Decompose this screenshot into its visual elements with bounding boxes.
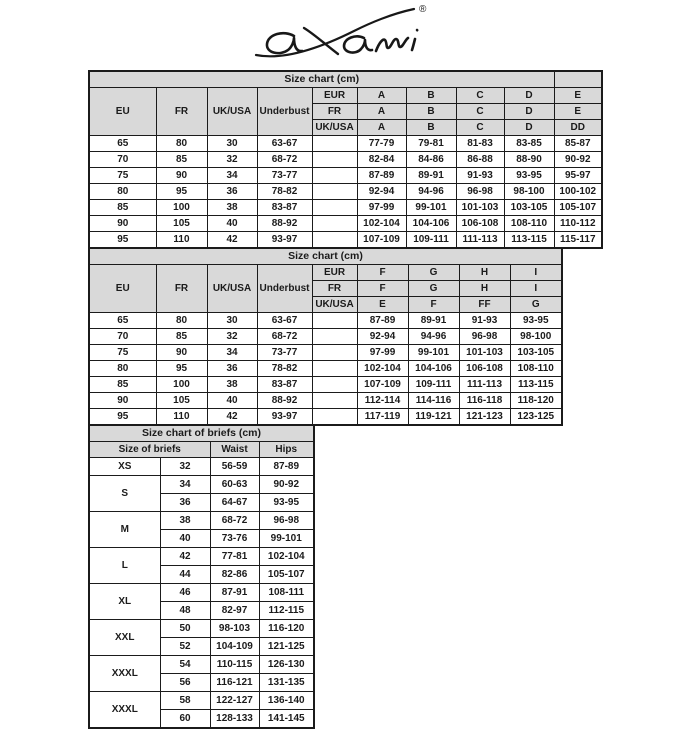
underbust-range-cell: 63-67 xyxy=(257,313,312,329)
fr-size-cell: 100 xyxy=(156,200,207,216)
bust-range-cell: 117-119 xyxy=(357,409,408,426)
waist-range-cell: 73-76 xyxy=(210,530,259,548)
table-row xyxy=(89,345,562,361)
bust-range-cell: 103-105 xyxy=(510,345,562,361)
table-title: Size chart of briefs (cm) xyxy=(89,425,314,442)
bust-range-cell: 97-99 xyxy=(357,345,408,361)
briefs-size-number-cell: 56 xyxy=(160,674,210,692)
bust-range-cell: 95-97 xyxy=(554,168,602,184)
cup-letter: F xyxy=(357,281,408,297)
waist-range-cell: 82-97 xyxy=(210,602,259,620)
waist-range-cell: 82-86 xyxy=(210,566,259,584)
table-row xyxy=(89,458,314,476)
ukusa-size-cell: 38 xyxy=(207,200,257,216)
brand-logo-drawing xyxy=(252,2,430,64)
hips-range-cell: 121-125 xyxy=(259,638,314,656)
table-title: Size chart (cm) xyxy=(89,248,562,265)
briefs-size-label-cell: XXL xyxy=(89,620,160,656)
bra-table-1-body xyxy=(89,136,602,249)
cup-letter: C xyxy=(456,120,504,136)
briefs-size-number-cell: 60 xyxy=(160,710,210,729)
eu-size-cell: 75 xyxy=(89,345,156,361)
cup-letter: B xyxy=(406,120,456,136)
cup-system-spacer-cell xyxy=(312,313,357,329)
briefs-size-number-cell: 48 xyxy=(160,602,210,620)
bust-range-cell: 98-100 xyxy=(510,329,562,345)
table-title-row xyxy=(89,71,602,88)
briefs-size-label-cell: XXXL xyxy=(89,692,160,729)
fr-size-cell: 110 xyxy=(156,232,207,249)
bust-range-cell: 90-92 xyxy=(554,152,602,168)
eu-size-cell: 95 xyxy=(89,232,156,249)
bust-range-cell: 112-114 xyxy=(357,393,408,409)
eu-size-cell: 75 xyxy=(89,168,156,184)
underbust-range-cell: 78-82 xyxy=(257,184,312,200)
eu-size-cell: 65 xyxy=(89,313,156,329)
fr-size-cell: 80 xyxy=(156,313,207,329)
fr-size-cell: 95 xyxy=(156,184,207,200)
briefs-size-label-cell: L xyxy=(89,548,160,584)
cup-system-spacer-cell xyxy=(312,329,357,345)
bust-range-cell: 99-101 xyxy=(406,200,456,216)
hips-range-cell: 102-104 xyxy=(259,548,314,566)
hips-range-cell: 108-111 xyxy=(259,584,314,602)
fr-size-cell: 95 xyxy=(156,361,207,377)
bust-range-cell: 113-115 xyxy=(504,232,554,249)
bust-range-cell: 121-123 xyxy=(459,409,510,426)
eu-size-cell: 85 xyxy=(89,200,156,216)
waist-range-cell: 56-59 xyxy=(210,458,259,476)
bust-range-cell: 104-106 xyxy=(408,361,459,377)
bust-range-cell: 108-110 xyxy=(510,361,562,377)
underbust-column-header: Underbust xyxy=(257,88,312,136)
briefs-size-number-cell: 46 xyxy=(160,584,210,602)
ukusa-size-cell: 38 xyxy=(207,377,257,393)
bust-range-cell: 96-98 xyxy=(459,329,510,345)
bust-range-cell: 98-100 xyxy=(504,184,554,200)
cup-letter: A xyxy=(357,88,406,104)
cup-header-row xyxy=(89,88,602,104)
bust-range-cell: 113-115 xyxy=(510,377,562,393)
fr-size-cell: 110 xyxy=(156,409,207,426)
bust-range-cell: 77-79 xyxy=(357,136,406,152)
cup-letter: A xyxy=(357,104,406,120)
bust-range-cell: 81-83 xyxy=(456,136,504,152)
bust-range-cell: 104-106 xyxy=(406,216,456,232)
table-row xyxy=(89,329,562,345)
eu-size-cell: 70 xyxy=(89,152,156,168)
bust-range-cell: 92-94 xyxy=(357,184,406,200)
bra-size-table-f-i xyxy=(88,247,563,426)
briefs-size-number-cell: 50 xyxy=(160,620,210,638)
waist-range-cell: 110-115 xyxy=(210,656,259,674)
ukusa-size-cell: 34 xyxy=(207,345,257,361)
underbust-range-cell: 73-77 xyxy=(257,168,312,184)
underbust-range-cell: 93-97 xyxy=(257,232,312,249)
waist-range-cell: 68-72 xyxy=(210,512,259,530)
underbust-range-cell: 68-72 xyxy=(257,329,312,345)
cup-system-spacer-cell xyxy=(312,168,357,184)
bust-range-cell: 111-113 xyxy=(459,377,510,393)
cup-system-spacer-cell xyxy=(312,184,357,200)
eu-size-cell: 65 xyxy=(89,136,156,152)
bust-range-cell: 85-87 xyxy=(554,136,602,152)
bust-range-cell: 114-116 xyxy=(408,393,459,409)
table-row xyxy=(89,393,562,409)
table-row xyxy=(89,512,314,530)
table-row xyxy=(89,361,562,377)
waist-range-cell: 98-103 xyxy=(210,620,259,638)
cup-letter: F xyxy=(357,265,408,281)
underbust-range-cell: 68-72 xyxy=(257,152,312,168)
table-row xyxy=(89,692,314,710)
bra-size-table-a-e xyxy=(88,70,603,249)
ukusa-column-header: UK/USA xyxy=(207,88,257,136)
waist-range-cell: 64-67 xyxy=(210,494,259,512)
bust-range-cell: 105-107 xyxy=(554,200,602,216)
bust-range-cell: 108-110 xyxy=(504,216,554,232)
waist-range-cell: 87-91 xyxy=(210,584,259,602)
eu-size-cell: 80 xyxy=(89,361,156,377)
ukusa-size-cell: 32 xyxy=(207,329,257,345)
cup-system-label: EUR xyxy=(312,265,357,281)
ukusa-size-cell: 42 xyxy=(207,409,257,426)
cup-letter: D xyxy=(504,104,554,120)
bust-range-cell: 119-121 xyxy=(408,409,459,426)
briefs-size-label-cell: M xyxy=(89,512,160,548)
fr-column-header: FR xyxy=(156,88,207,136)
cup-system-label: FR xyxy=(312,104,357,120)
fr-column-header: FR xyxy=(156,265,207,313)
eu-size-cell: 95 xyxy=(89,409,156,426)
fr-size-cell: 90 xyxy=(156,168,207,184)
cup-letter: A xyxy=(357,120,406,136)
underbust-range-cell: 63-67 xyxy=(257,136,312,152)
cup-letter: C xyxy=(456,88,504,104)
table-row xyxy=(89,548,314,566)
cup-system-spacer-cell xyxy=(312,393,357,409)
bust-range-cell: 101-103 xyxy=(456,200,504,216)
cup-system-label: UK/USA xyxy=(312,120,357,136)
fr-size-cell: 85 xyxy=(156,329,207,345)
cup-system-spacer-cell xyxy=(312,200,357,216)
bust-range-cell: 107-109 xyxy=(357,232,406,249)
bust-range-cell: 87-89 xyxy=(357,168,406,184)
table-row xyxy=(89,377,562,393)
table-row xyxy=(89,656,314,674)
cup-letter: I xyxy=(510,281,562,297)
waist-column-header: Waist xyxy=(210,442,259,458)
fr-size-cell: 105 xyxy=(156,393,207,409)
ukusa-size-cell: 40 xyxy=(207,393,257,409)
cup-letter: FF xyxy=(459,297,510,313)
table-title: Size chart (cm) xyxy=(89,71,554,88)
bust-range-cell: 93-95 xyxy=(510,313,562,329)
bust-range-cell: 97-99 xyxy=(357,200,406,216)
table-row xyxy=(89,313,562,329)
ukusa-size-cell: 36 xyxy=(207,361,257,377)
bust-range-cell: 102-104 xyxy=(357,361,408,377)
cup-system-spacer-cell xyxy=(312,409,357,426)
hips-range-cell: 136-140 xyxy=(259,692,314,710)
briefs-size-number-cell: 58 xyxy=(160,692,210,710)
cup-letter: I xyxy=(510,265,562,281)
table-row xyxy=(89,409,562,426)
briefs-size-number-cell: 52 xyxy=(160,638,210,656)
bust-range-cell: 115-117 xyxy=(554,232,602,249)
eu-column-header: EU xyxy=(89,88,156,136)
cup-letter: D xyxy=(504,120,554,136)
bust-range-cell: 92-94 xyxy=(357,329,408,345)
bust-range-cell: 110-112 xyxy=(554,216,602,232)
cup-letter: H xyxy=(459,265,510,281)
briefs-header-row xyxy=(89,442,314,458)
hips-range-cell: 116-120 xyxy=(259,620,314,638)
bust-range-cell: 83-85 xyxy=(504,136,554,152)
briefs-size-number-cell: 44 xyxy=(160,566,210,584)
briefs-size-number-cell: 42 xyxy=(160,548,210,566)
briefs-size-label-cell: S xyxy=(89,476,160,512)
ukusa-size-cell: 42 xyxy=(207,232,257,249)
underbust-range-cell: 73-77 xyxy=(257,345,312,361)
bust-range-cell: 87-89 xyxy=(357,313,408,329)
briefs-table-body xyxy=(89,458,314,729)
table-row xyxy=(89,232,602,249)
fr-size-cell: 100 xyxy=(156,377,207,393)
underbust-range-cell: 88-92 xyxy=(257,216,312,232)
bust-range-cell: 107-109 xyxy=(357,377,408,393)
bust-range-cell: 109-111 xyxy=(408,377,459,393)
cup-letter: E xyxy=(357,297,408,313)
ukusa-size-cell: 30 xyxy=(207,313,257,329)
cup-system-spacer-cell xyxy=(312,345,357,361)
eu-size-cell: 70 xyxy=(89,329,156,345)
cup-system-spacer-cell xyxy=(312,216,357,232)
cup-system-spacer-cell xyxy=(312,232,357,249)
table-row xyxy=(89,136,602,152)
bust-range-cell: 102-104 xyxy=(357,216,406,232)
bust-range-cell: 123-125 xyxy=(510,409,562,426)
underbust-column-header: Underbust xyxy=(257,265,312,313)
waist-range-cell: 104-109 xyxy=(210,638,259,656)
hips-range-cell: 99-101 xyxy=(259,530,314,548)
table-title-spacer-cell xyxy=(554,71,602,88)
cup-system-label: FR xyxy=(312,281,357,297)
briefs-size-number-cell: 54 xyxy=(160,656,210,674)
cup-system-spacer-cell xyxy=(312,377,357,393)
hips-column-header: Hips xyxy=(259,442,314,458)
cup-system-label: UK/USA xyxy=(312,297,357,313)
bust-range-cell: 89-91 xyxy=(408,313,459,329)
fr-size-cell: 85 xyxy=(156,152,207,168)
cup-system-spacer-cell xyxy=(312,361,357,377)
bust-range-cell: 116-118 xyxy=(459,393,510,409)
underbust-range-cell: 93-97 xyxy=(257,409,312,426)
cup-letter: B xyxy=(406,88,456,104)
table-row xyxy=(89,584,314,602)
bust-range-cell: 91-93 xyxy=(459,313,510,329)
hips-range-cell: 96-98 xyxy=(259,512,314,530)
table-row xyxy=(89,152,602,168)
eu-size-cell: 85 xyxy=(89,377,156,393)
table-row xyxy=(89,476,314,494)
ukusa-size-cell: 32 xyxy=(207,152,257,168)
table-row xyxy=(89,200,602,216)
waist-range-cell: 122-127 xyxy=(210,692,259,710)
ukusa-column-header: UK/USA xyxy=(207,265,257,313)
briefs-size-number-cell: 36 xyxy=(160,494,210,512)
bust-range-cell: 106-108 xyxy=(456,216,504,232)
bust-range-cell: 106-108 xyxy=(459,361,510,377)
waist-range-cell: 128-133 xyxy=(210,710,259,729)
bust-range-cell: 118-120 xyxy=(510,393,562,409)
hips-range-cell: 90-92 xyxy=(259,476,314,494)
hips-range-cell: 105-107 xyxy=(259,566,314,584)
bust-range-cell: 84-86 xyxy=(406,152,456,168)
ukusa-size-cell: 36 xyxy=(207,184,257,200)
bust-range-cell: 101-103 xyxy=(459,345,510,361)
hips-range-cell: 131-135 xyxy=(259,674,314,692)
bust-range-cell: 82-84 xyxy=(357,152,406,168)
table-title-row xyxy=(89,248,562,265)
briefs-size-number-cell: 40 xyxy=(160,530,210,548)
underbust-range-cell: 88-92 xyxy=(257,393,312,409)
ukusa-size-cell: 30 xyxy=(207,136,257,152)
fr-size-cell: 105 xyxy=(156,216,207,232)
briefs-size-table xyxy=(88,424,315,729)
cup-letter: E xyxy=(554,104,602,120)
eu-column-header: EU xyxy=(89,265,156,313)
table-row xyxy=(89,168,602,184)
waist-range-cell: 116-121 xyxy=(210,674,259,692)
fr-size-cell: 80 xyxy=(156,136,207,152)
bra-table-2-body xyxy=(89,313,562,426)
table-row xyxy=(89,184,602,200)
eu-size-cell: 90 xyxy=(89,393,156,409)
bust-range-cell: 93-95 xyxy=(504,168,554,184)
bust-range-cell: 111-113 xyxy=(456,232,504,249)
cup-letter: DD xyxy=(554,120,602,136)
cup-system-spacer-cell xyxy=(312,152,357,168)
hips-range-cell: 112-115 xyxy=(259,602,314,620)
hips-range-cell: 126-130 xyxy=(259,656,314,674)
briefs-size-number-cell: 34 xyxy=(160,476,210,494)
bust-range-cell: 79-81 xyxy=(406,136,456,152)
underbust-range-cell: 83-87 xyxy=(257,377,312,393)
cup-header-row xyxy=(89,265,562,281)
briefs-size-column-header: Size of briefs xyxy=(89,442,210,458)
briefs-size-label-cell: XL xyxy=(89,584,160,620)
bust-range-cell: 91-93 xyxy=(456,168,504,184)
bust-range-cell: 103-105 xyxy=(504,200,554,216)
cup-system-spacer-cell xyxy=(312,136,357,152)
briefs-size-number-cell: 38 xyxy=(160,512,210,530)
hips-range-cell: 93-95 xyxy=(259,494,314,512)
table-row xyxy=(89,620,314,638)
bust-range-cell: 109-111 xyxy=(406,232,456,249)
cup-letter: G xyxy=(408,281,459,297)
ukusa-size-cell: 40 xyxy=(207,216,257,232)
cup-letter: G xyxy=(510,297,562,313)
briefs-size-label-cell: XS xyxy=(89,458,160,476)
hips-range-cell: 87-89 xyxy=(259,458,314,476)
ukusa-size-cell: 34 xyxy=(207,168,257,184)
bust-range-cell: 100-102 xyxy=(554,184,602,200)
cup-system-label: EUR xyxy=(312,88,357,104)
underbust-range-cell: 78-82 xyxy=(257,361,312,377)
bust-range-cell: 88-90 xyxy=(504,152,554,168)
briefs-size-number-cell: 32 xyxy=(160,458,210,476)
underbust-range-cell: 83-87 xyxy=(257,200,312,216)
size-charts-container xyxy=(88,70,603,729)
table-title-row xyxy=(89,425,314,442)
bust-range-cell: 94-96 xyxy=(408,329,459,345)
waist-range-cell: 77-81 xyxy=(210,548,259,566)
bust-range-cell: 99-101 xyxy=(408,345,459,361)
bust-range-cell: 89-91 xyxy=(406,168,456,184)
cup-letter: E xyxy=(554,88,602,104)
cup-letter: G xyxy=(408,265,459,281)
waist-range-cell: 60-63 xyxy=(210,476,259,494)
cup-letter: F xyxy=(408,297,459,313)
briefs-size-label-cell: XXXL xyxy=(89,656,160,692)
bust-range-cell: 86-88 xyxy=(456,152,504,168)
cup-letter: H xyxy=(459,281,510,297)
table-row xyxy=(89,216,602,232)
registered-mark: ® xyxy=(419,4,427,15)
cup-letter: B xyxy=(406,104,456,120)
eu-size-cell: 90 xyxy=(89,216,156,232)
bust-range-cell: 94-96 xyxy=(406,184,456,200)
hips-range-cell: 141-145 xyxy=(259,710,314,729)
cup-letter: C xyxy=(456,104,504,120)
eu-size-cell: 80 xyxy=(89,184,156,200)
brand-logo xyxy=(252,2,430,64)
bust-range-cell: 96-98 xyxy=(456,184,504,200)
fr-size-cell: 90 xyxy=(156,345,207,361)
cup-letter: D xyxy=(504,88,554,104)
